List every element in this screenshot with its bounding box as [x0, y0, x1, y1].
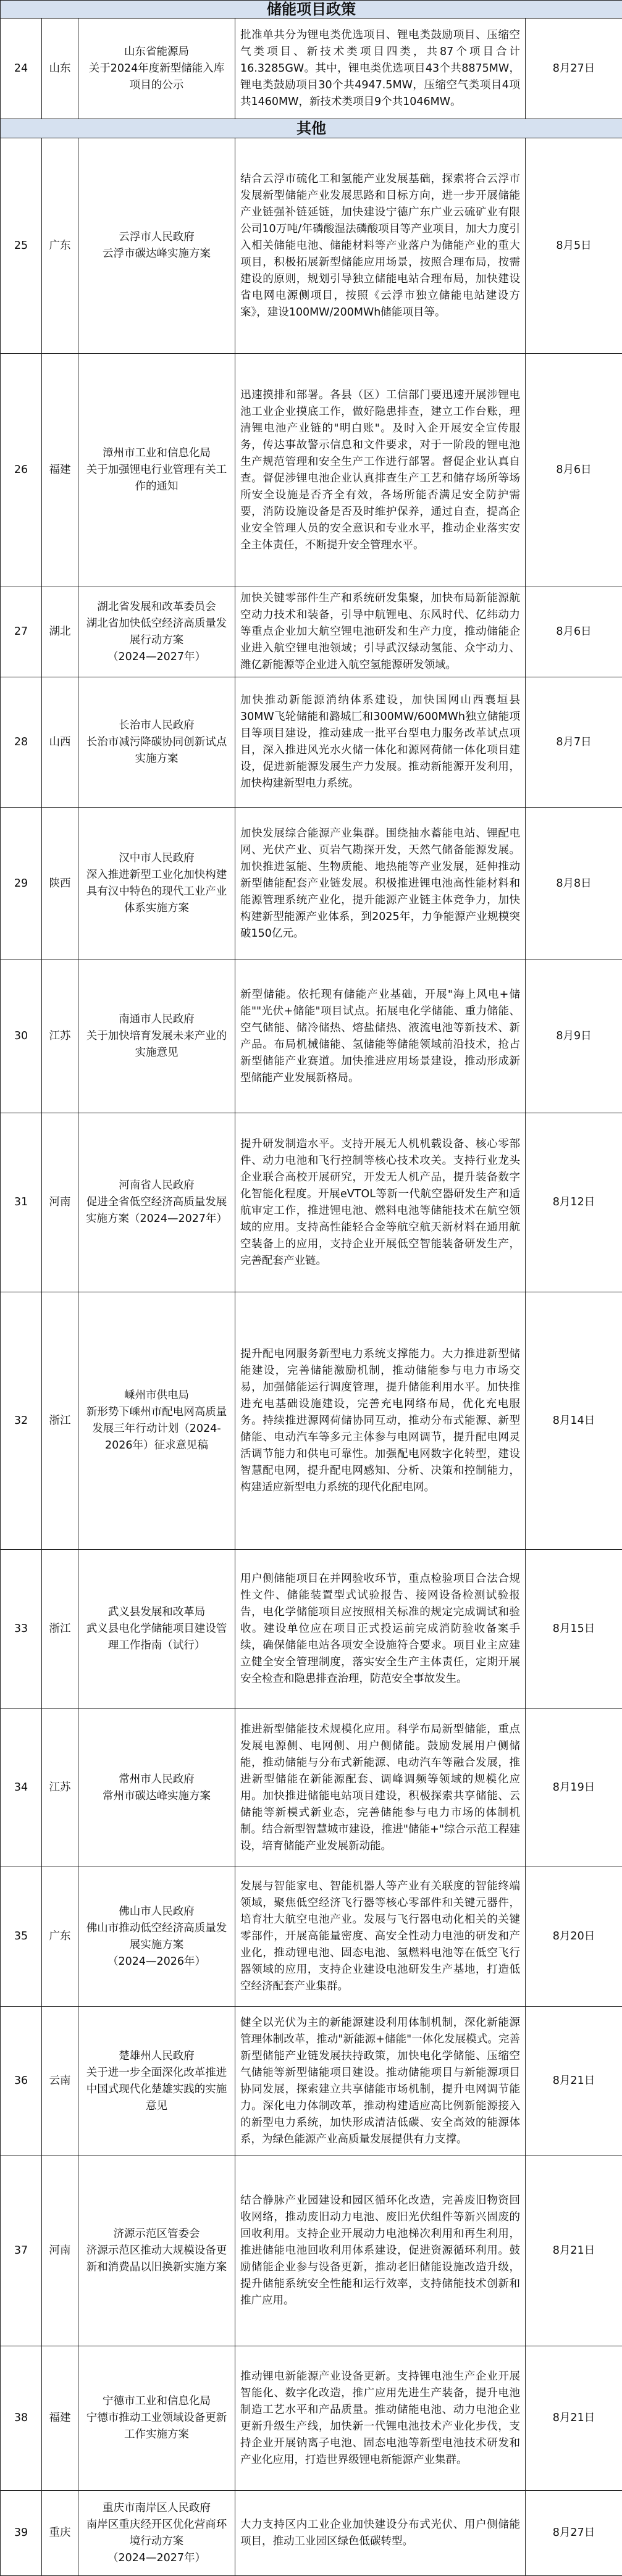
- dept-line: 武义县电化学储能项目建设管理工作指南（试行）: [85, 1621, 229, 1654]
- row-province: 广东: [42, 138, 78, 354]
- row-department: [78, 1113, 235, 1292]
- row-content: 提升配电网服务新型电力系统支撑能力。大力推进新型储能建设，完善储能激励机制，推动储能参与电力市场交易，加强储能运行调度管理，提升储能利用水平。加快推进充电基础设施建设，完善充电网络布局，优化充电服务。持续推进源网荷储协同互动，推动分布式能源、新型储能、电动汽车等多元主体参与电网调节，提升配电网灵活调节能力和供电可靠性。加强配电网数字化转型，建设智慧配电网，提升配电网感知、分析、决策和控制能力，构建适应新型电力系统的现代化配电网。: [235, 1292, 526, 1550]
- row-province: 山东: [42, 19, 78, 119]
- row-number: 38: [1, 2346, 42, 2491]
- row-content: 发展与智能家电、智能机器人等产业有关联度的智能终端领域，聚焦低空经济飞行器等核心零部件和关键元器件，培育壮大航空电池产业。发展与飞行器电动化相关的关键零部件，开展高能量密度、高安全性动力电池的研发和产业化，推动锂电池、固态电池、氢燃料电池等在低空飞行器领域的应用，支持企业建设电池研发生产基地，打造低空经济配套产业集群。: [235, 1867, 526, 2007]
- row-department: [78, 587, 235, 677]
- row-content: 健全以光伏为主的新能源建设利用体制机制，深化新能源管理体制改革，推动"新能源+储能"一体化发展模式。完善新型储能产业链发展扶持政策，加快电化学储能、压缩空气储能等新型储能项目建设。推动储能项目与新能源项目协同发展，探索建立共享储能市场机制，提升电网调节能力。深化电力体制改革，推动构建适应高比例新能源接入的新型电力系统，加快形成清洁低碳、安全高效的能源体系，为绿色能源产业高质量发展提供有力支撑。: [235, 2007, 526, 2156]
- dept-line: 济源示范区管委会: [85, 2226, 229, 2243]
- table-row: [1, 19, 622, 119]
- dept-line: 关于进一步全面深化改革推进中国式现代化楚雄实践的实施意见: [85, 2065, 229, 2115]
- dept-line: 济源示范区推动大规模设备更新和消费品以旧换新实施方案: [85, 2243, 229, 2276]
- row-content: 迅速摸排和部署。各县（区）工信部门要迅速开展涉锂电池工业企业摸底工作，做好隐患排查，建立工作台账，理清锂电池产业链的"明白账"。及时入企开展安全宣传服务，传达事故警示信息和文件要求，对于一阶段的锂电池生产规范管理和安全生产工作进行部署。督促企业认真自查。督促涉锂电池企业认真排查生产工艺和储存场所等场所安全设施是否齐全有效，各场所能否满足安全防护需要，消防设施设备是否及时维护保养，通过自查，提高企业安全管理人员的安全意识和专业水平，推动企业落实安全主体责任，不断提升安全管理水平。: [235, 354, 526, 587]
- row-date: 8月19日: [526, 1709, 622, 1867]
- row-content: 大力支持区内工业企业加快建设分布式光伏、用户侧储能项目，推动工业园区绿色低碳转型。: [235, 2491, 526, 2576]
- section-title: 储能项目政策: [1, 1, 622, 19]
- table-row: [1, 354, 622, 587]
- table-row: [1, 2346, 622, 2491]
- table-row: [1, 960, 622, 1113]
- dept-line: 深入推进新型工业化加快构建具有汉中特色的现代工业产业体系实施方案: [85, 867, 229, 917]
- table-row: [1, 2156, 622, 2346]
- row-content: 加快推动新能源消纳体系建设，加快国网山西襄垣县30MW飞轮储能和潞城匚和300MW/600MWh独立储能项目等项目建设，推动建成一批平台型电力服务改革试点项目，深入推进风光水火储一体化和源网荷储一体化项目建设，促进新能源发展生产力发展。推动新能源开发利用，加快构建新型电力系统。: [235, 677, 526, 808]
- dept-line: 湖北省发展和改革委员会: [85, 599, 229, 616]
- dept-line: （2024—2027年）: [85, 2550, 229, 2567]
- dept-line: （2024—2026年）: [85, 1954, 229, 1970]
- dept-line: 山东省能源局: [85, 44, 229, 61]
- section-header-storage: [1, 1, 622, 19]
- row-number: 25: [1, 138, 42, 354]
- table-row: [1, 1550, 622, 1709]
- dept-line: 佛山市推动低空经济高质量发展实施方案: [85, 1920, 229, 1954]
- row-province: 山西: [42, 677, 78, 808]
- section-header-other: [1, 119, 622, 138]
- row-department: [78, 960, 235, 1113]
- dept-line: 关于加强锂电行业管理有关工作的通知: [85, 462, 229, 495]
- row-number: 31: [1, 1113, 42, 1292]
- row-department: [78, 354, 235, 587]
- row-date: 8月8日: [526, 808, 622, 960]
- table-row: [1, 138, 622, 354]
- row-content: 批准单共分为锂电类优选项目、锂电类鼓励项目、压缩空气类项目、新技术类项目四类，共87个项目合计16.3285GW。其中，锂电类优选项目43个共8875MW，锂电类鼓励项目30个共4947.5MW，压缩空气类项目4项共1460MW，新技术类项目9个共1046MW。: [235, 19, 526, 119]
- dept-line: 湖北省加快低空经济高质量发展行动方案: [85, 616, 229, 649]
- row-department: [78, 1292, 235, 1550]
- row-number: 37: [1, 2156, 42, 2346]
- dept-line: 漳州市工业和信息化局: [85, 445, 229, 462]
- dept-line: 楚雄州人民政府: [85, 2048, 229, 2065]
- row-department: [78, 19, 235, 119]
- row-department: [78, 808, 235, 960]
- row-province: 湖北: [42, 587, 78, 677]
- row-department: [78, 1550, 235, 1709]
- dept-line: 重庆市南岸区人民政府: [85, 2500, 229, 2517]
- row-content: 用户侧储能项目在并网验收环节，重点检验项目合法合规性文件、储能装置型式试验报告、接网设备检测试验报告，电化学储能项目应按照相关标准的规定完成调试和验收。建设单位应在项目正式投运前完成消防验收备案手续，确保储能电站各项安全设施符合要求。项目业主应建立健全安全管理制度，落实安全生产主体责任，定期开展安全检查和隐患排查治理，防范安全事故发生。: [235, 1550, 526, 1709]
- row-department: [78, 1709, 235, 1867]
- row-province: 江苏: [42, 960, 78, 1113]
- table-row: [1, 2491, 622, 2576]
- table-row: [1, 677, 622, 808]
- dept-line: 宁德市推动工业领域设备更新工作实施方案: [85, 2410, 229, 2443]
- row-province: 陕西: [42, 808, 78, 960]
- row-department: [78, 1867, 235, 2007]
- row-number: 36: [1, 2007, 42, 2156]
- row-province: 浙江: [42, 1550, 78, 1709]
- row-province: 江苏: [42, 1709, 78, 1867]
- row-department: [78, 138, 235, 354]
- row-content: 推动锂电新能源产业设备更新。支持锂电池生产企业开展智能化、数字化改造，推广应用先进生产装备，提升电池制造工艺水平和产品质量。推动储能电池、动力电池企业更新升级生产线，加快新一代锂电池技术产业化步伐，支持企业开展钠离子电池、固态电池等新型电池技术研发和产业化应用，打造世界级锂电新能源产业集群。: [235, 2346, 526, 2491]
- row-content: 结合云浮市硫化工和氢能产业发展基础，探索将合云浮市发展新型储能产业发展思路和目标方向，进一步开展储能产业链强补链延链，加快建设宁德广东广业云硫矿业有限公司10万吨/年磷酸湿法磷酸项目等产业项目，加大力度引入相关储能电池、储能材料等产业落户为储能产业的重大项目，积极拓展新型储能应用场景，按照合理布局，按需建设的原则，规划引导独立储能电站合理布局，加快建设省电网电源侧项目，按照《云浮市独立储能电站建设方案》，建设100MW/200MWh储能项目等。: [235, 138, 526, 354]
- row-content: 推进新型储能技术规模化应用。科学布局新型储能，重点发展电源侧、电网侧、用户侧储能。鼓励发展用户侧储能，推动储能与分布式新能源、电动汽车等融合发展，推进新型储能在新能源配套、调峰调频等领域的规模化应用。加快推进储能电站项目建设，积极探索共享储能、云储能等新模式新业态，完善储能参与电力市场的体制机制。结合新型智慧城市建设，推进"储能+"综合示范工程建设，培育储能产业发展新动能。: [235, 1709, 526, 1867]
- row-number: 35: [1, 1867, 42, 2007]
- dept-line: 云浮市人民政府: [85, 229, 229, 246]
- dept-line: 长治市减污降碳协同创新试点实施方案: [85, 734, 229, 767]
- dept-line: 长治市人民政府: [85, 717, 229, 734]
- row-number: 24: [1, 19, 42, 119]
- row-number: 26: [1, 354, 42, 587]
- row-content: 提升研发制造水平。支持开展无人机机载设备、核心零部件、动力电池和飞行控制等核心技术攻关。支持行业龙头企业联合高校开展研究，开发无人机产品，提升装备数字化智能化程度。开展eVTOL等新一代航空器研发生产和适航审定工作，推进锂电池、燃料电池等储能技术在航空领域的应用。支持高性能轻合金等航空航天新材料在通用航空装备上的应用，支持企业开展低空智能装备研发生产，完善配套产业链。: [235, 1113, 526, 1292]
- row-date: 8月12日: [526, 1113, 622, 1292]
- row-number: 33: [1, 1550, 42, 1709]
- section-title: 其他: [1, 119, 622, 138]
- row-date: 8月21日: [526, 2007, 622, 2156]
- table-row: [1, 1709, 622, 1867]
- row-date: 8月6日: [526, 587, 622, 677]
- row-date: 8月27日: [526, 19, 622, 119]
- row-province: 浙江: [42, 1292, 78, 1550]
- table-row: [1, 587, 622, 677]
- row-date: 8月6日: [526, 354, 622, 587]
- row-department: [78, 2491, 235, 2576]
- row-content: 加快关键零部件生产和系统研发集聚，加快布局新能源航空动力技术和装备，引导中航锂电、东风时代、亿纬动力等重点企业加大航空锂电池研发和生产力度，推动储能企业进入航空锂电池领域；引导武汉绿动氢能、众宇动力、潍亿新能源等企业进入航空氢能源研发领域。: [235, 587, 526, 677]
- row-date: 8月21日: [526, 2346, 622, 2491]
- table-row: [1, 1113, 622, 1292]
- dept-line: 汉中市人民政府: [85, 850, 229, 867]
- dept-line: 关于2024年度新型储能入库项目的公示: [85, 61, 229, 94]
- row-date: 8月9日: [526, 960, 622, 1113]
- dept-line: 促进全省低空经济高质量发展实施方案（2024—2027年）: [85, 1194, 229, 1227]
- row-date: 8月21日: [526, 2156, 622, 2346]
- row-number: 29: [1, 808, 42, 960]
- row-province: 河南: [42, 2156, 78, 2346]
- row-province: 福建: [42, 2346, 78, 2491]
- row-number: 27: [1, 587, 42, 677]
- dept-line: 常州市碳达峰实施方案: [85, 1788, 229, 1805]
- row-content: 新型储能。依托现有储能产业基础，开展"海上风电+储能""光伏+储能"项目试点。拓展电化学储能、重力储能、空气储能、储冷储热、熔盐储热、液流电池等新技术、新产品。布局机械储能、氢储能等储能领域前沿技术，抢占新型储能产业赛道。加快推进应用场景建设，推动形成新型储能产业发展新格局。: [235, 960, 526, 1113]
- dept-line: 新形势下嵊州市配电网高质量发展三年行动计划（2024-2026年）征求意见稿: [85, 1404, 229, 1454]
- dept-line: 南通市人民政府: [85, 1011, 229, 1028]
- table-row: [1, 1867, 622, 2007]
- row-number: 28: [1, 677, 42, 808]
- row-date: 8月27日: [526, 2491, 622, 2576]
- dept-line: 武义县发展和改革局: [85, 1604, 229, 1621]
- row-province: 云南: [42, 2007, 78, 2156]
- dept-line: 河南省人民政府: [85, 1177, 229, 1194]
- row-content: 加快发展综合能源产业集群。围绕抽水蓄能电站、锂配电网、光伏产业、页岩气勘探开发，天然气储备能源发展。加快推进氢能、生物质能、地热能等产业发展，延伸推动新型储能配套产业链发展。积极推进锂电池高性能材料和能源管理系统产业化，提升能源产业链主体竞争力，加快构建新型能源产业体系，到2025年，力争能源产业规模突破150亿元。: [235, 808, 526, 960]
- row-date: 8月14日: [526, 1292, 622, 1550]
- dept-line: 嵊州市供电局: [85, 1387, 229, 1404]
- table-row: [1, 1292, 622, 1550]
- row-date: 8月7日: [526, 677, 622, 808]
- dept-line: 南岸区重庆经开区优化营商环境行动方案: [85, 2517, 229, 2550]
- row-number: 32: [1, 1292, 42, 1550]
- row-province: 福建: [42, 354, 78, 587]
- row-date: 8月5日: [526, 138, 622, 354]
- dept-line: 常州市人民政府: [85, 1771, 229, 1788]
- row-content: 结合静脉产业园建设和园区循环化改造，完善废旧物资回收网络，推动废旧动力电池、废旧光伏组件等新兴固废的回收利用。支持企业开展动力电池梯次利用和再生利用，推进储能电池回收利用体系建设，促进资源循环利用。鼓励储能企业参与设备更新，推动老旧储能设施改造升级，提升储能系统安全性能和运行效率，支持储能技术创新和推广应用。: [235, 2156, 526, 2346]
- dept-line: 佛山市人民政府: [85, 1904, 229, 1920]
- row-number: 30: [1, 960, 42, 1113]
- table-row: [1, 2007, 622, 2156]
- dept-line: （2024—2027年）: [85, 649, 229, 666]
- dept-line: 关于加快培育发展未来产业的实施意见: [85, 1028, 229, 1061]
- table-row: [1, 808, 622, 960]
- row-department: [78, 2346, 235, 2491]
- row-number: 34: [1, 1709, 42, 1867]
- row-department: [78, 2007, 235, 2156]
- row-province: 重庆: [42, 2491, 78, 2576]
- row-date: 8月15日: [526, 1550, 622, 1709]
- row-province: 河南: [42, 1113, 78, 1292]
- dept-line: 云浮市碳达峰实施方案: [85, 246, 229, 262]
- row-department: [78, 677, 235, 808]
- row-number: 39: [1, 2491, 42, 2576]
- row-date: 8月20日: [526, 1867, 622, 2007]
- dept-line: 宁德市工业和信息化局: [85, 2393, 229, 2410]
- row-department: [78, 2156, 235, 2346]
- row-province: 广东: [42, 1867, 78, 2007]
